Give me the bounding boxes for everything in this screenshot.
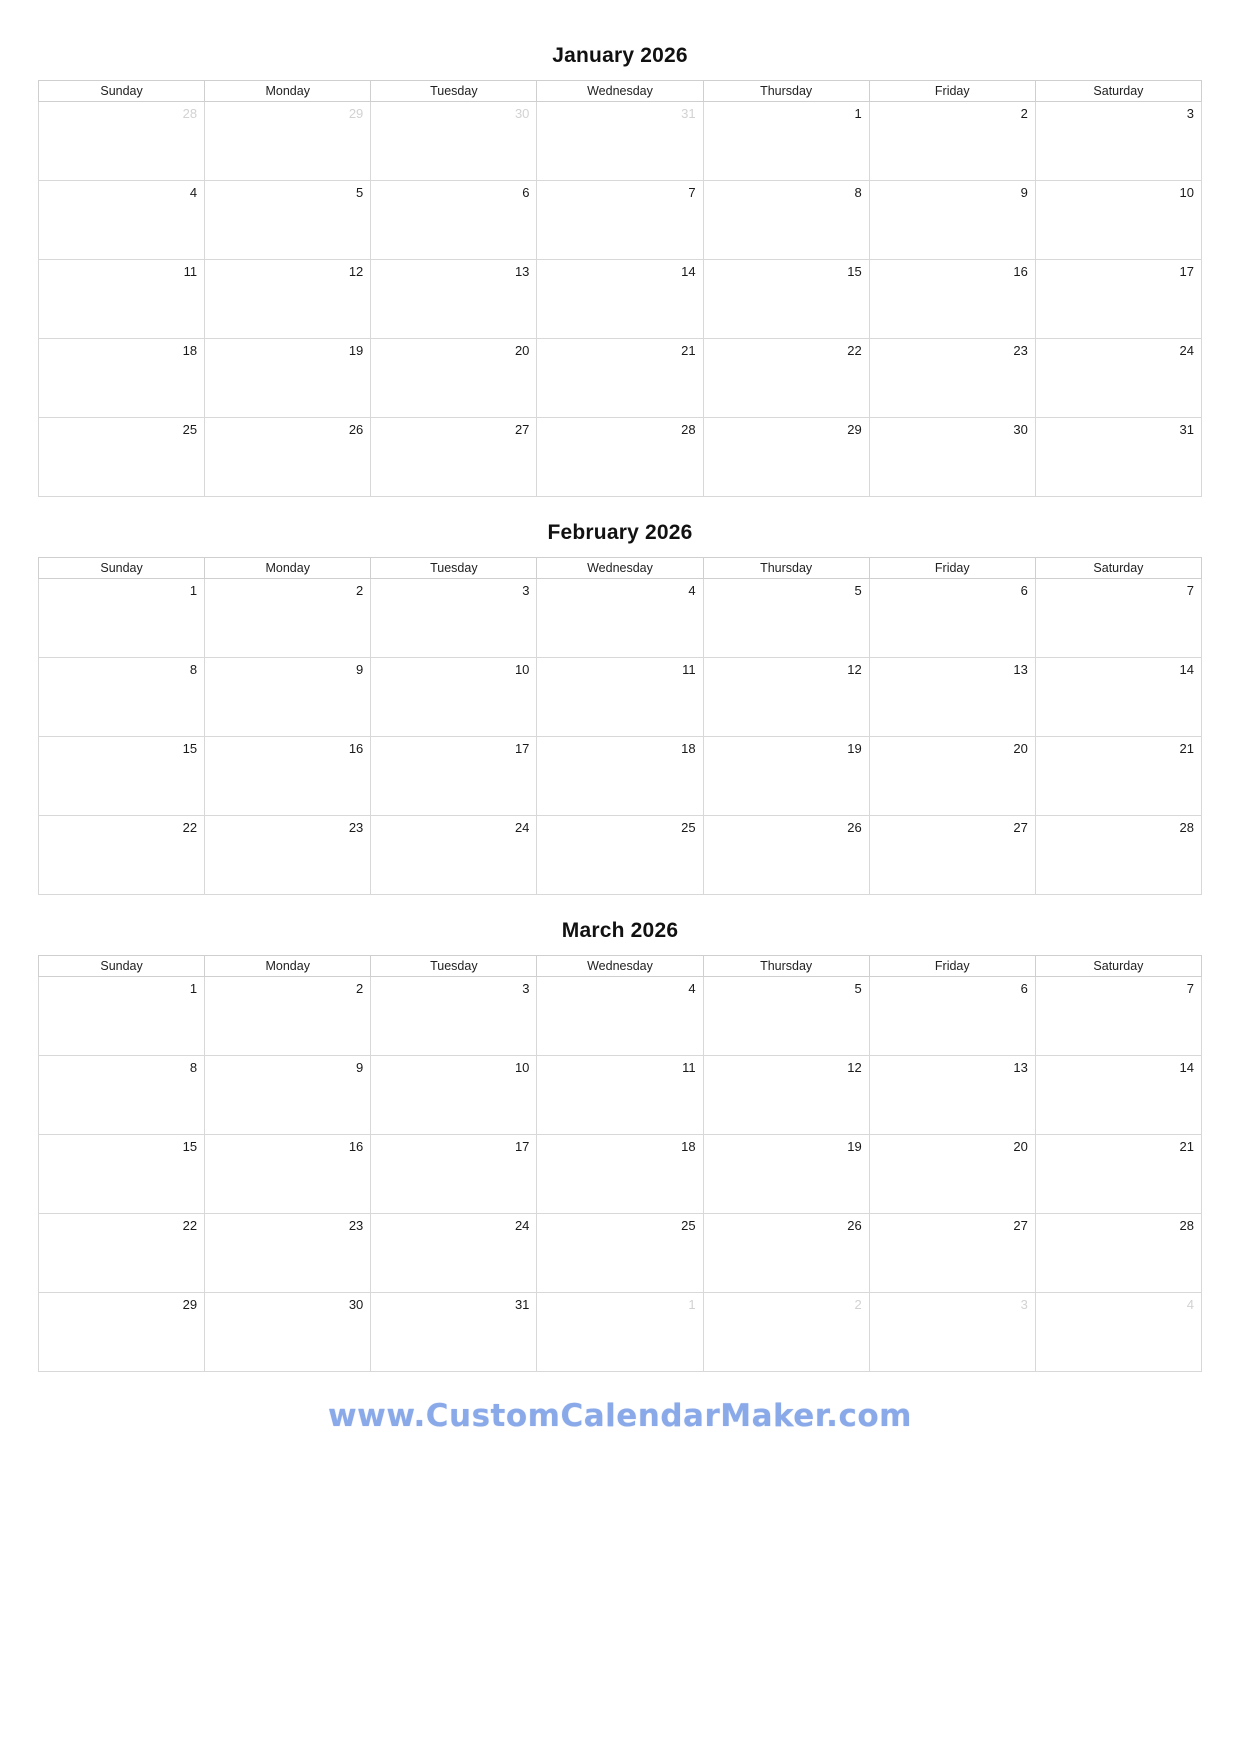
day-cell[interactable]: 24 xyxy=(1035,339,1201,418)
day-cell[interactable]: 12 xyxy=(703,658,869,737)
day-cell[interactable]: 31 xyxy=(1035,418,1201,497)
day-cell[interactable]: 23 xyxy=(869,339,1035,418)
day-cell[interactable]: 25 xyxy=(537,816,703,895)
weekday-header-row xyxy=(39,956,1202,977)
weekday-header-tuesday: Tuesday xyxy=(371,956,537,977)
day-cell[interactable]: 23 xyxy=(205,816,371,895)
week-row xyxy=(39,1056,1202,1135)
day-cell[interactable]: 27 xyxy=(371,418,537,497)
weekday-header-tuesday: Tuesday xyxy=(371,81,537,102)
weekday-header-monday: Monday xyxy=(205,558,371,579)
day-cell[interactable]: 21 xyxy=(1035,1135,1201,1214)
day-cell[interactable]: 29 xyxy=(703,418,869,497)
month-body-february xyxy=(39,579,1202,895)
weekday-header-wednesday: Wednesday xyxy=(537,956,703,977)
day-cell[interactable]: 15 xyxy=(39,737,205,816)
day-cell[interactable]: 11 xyxy=(39,260,205,339)
day-cell[interactable]: 30 xyxy=(371,102,537,181)
day-cell[interactable]: 8 xyxy=(39,658,205,737)
week-row xyxy=(39,181,1202,260)
day-cell[interactable]: 7 xyxy=(1035,579,1201,658)
spacer xyxy=(38,497,1202,507)
day-cell[interactable]: 4 xyxy=(1035,1293,1201,1372)
day-cell[interactable]: 17 xyxy=(1035,260,1201,339)
day-cell[interactable]: 26 xyxy=(703,816,869,895)
day-cell[interactable]: 1 xyxy=(703,102,869,181)
day-cell[interactable]: 1 xyxy=(39,579,205,658)
weekday-header-monday: Monday xyxy=(205,956,371,977)
day-cell[interactable]: 8 xyxy=(703,181,869,260)
week-row xyxy=(39,977,1202,1056)
day-cell[interactable]: 2 xyxy=(869,102,1035,181)
weekday-header-row xyxy=(39,81,1202,102)
day-cell[interactable]: 4 xyxy=(537,977,703,1056)
day-cell[interactable]: 24 xyxy=(371,816,537,895)
day-cell[interactable]: 19 xyxy=(703,737,869,816)
spacer xyxy=(38,895,1202,905)
day-cell[interactable]: 6 xyxy=(869,977,1035,1056)
month-grid-march xyxy=(38,955,1202,1372)
day-cell[interactable]: 20 xyxy=(869,737,1035,816)
day-cell[interactable]: 16 xyxy=(869,260,1035,339)
day-cell[interactable]: 28 xyxy=(537,418,703,497)
day-cell[interactable]: 6 xyxy=(869,579,1035,658)
week-row xyxy=(39,260,1202,339)
day-cell[interactable]: 16 xyxy=(205,1135,371,1214)
weekday-header-sunday: Sunday xyxy=(39,81,205,102)
day-cell[interactable]: 2 xyxy=(205,977,371,1056)
day-cell[interactable]: 13 xyxy=(869,1056,1035,1135)
day-cell[interactable]: 20 xyxy=(371,339,537,418)
day-cell[interactable]: 25 xyxy=(39,418,205,497)
day-cell[interactable]: 30 xyxy=(205,1293,371,1372)
week-row xyxy=(39,1214,1202,1293)
day-cell[interactable]: 3 xyxy=(371,579,537,658)
week-row xyxy=(39,737,1202,816)
month-body-march xyxy=(39,977,1202,1372)
week-row xyxy=(39,418,1202,497)
month-block-march xyxy=(38,905,1202,1372)
day-cell[interactable]: 3 xyxy=(1035,102,1201,181)
day-cell[interactable]: 28 xyxy=(1035,816,1201,895)
day-cell[interactable]: 14 xyxy=(1035,1056,1201,1135)
day-cell[interactable]: 22 xyxy=(39,1214,205,1293)
weekday-header-thursday: Thursday xyxy=(703,81,869,102)
day-cell[interactable]: 9 xyxy=(205,658,371,737)
day-cell[interactable]: 24 xyxy=(371,1214,537,1293)
weekday-header-wednesday: Wednesday xyxy=(537,81,703,102)
weekday-header-thursday: Thursday xyxy=(703,558,869,579)
day-cell[interactable]: 1 xyxy=(39,977,205,1056)
month-title: January 2026 xyxy=(552,44,688,67)
day-cell[interactable]: 19 xyxy=(703,1135,869,1214)
weekday-header-sunday: Sunday xyxy=(39,956,205,977)
footer xyxy=(38,1398,1202,1434)
site-watermark: www.CustomCalendarMaker.com xyxy=(328,1398,912,1434)
week-row xyxy=(39,579,1202,658)
day-cell[interactable]: 17 xyxy=(371,737,537,816)
day-cell[interactable]: 4 xyxy=(39,181,205,260)
weekday-header-friday: Friday xyxy=(869,956,1035,977)
month-grid-february xyxy=(38,557,1202,895)
weekday-header-saturday: Saturday xyxy=(1035,558,1201,579)
day-cell[interactable]: 1 xyxy=(537,1293,703,1372)
day-cell[interactable]: 22 xyxy=(39,816,205,895)
day-cell[interactable]: 29 xyxy=(39,1293,205,1372)
day-cell[interactable]: 15 xyxy=(39,1135,205,1214)
day-cell[interactable]: 9 xyxy=(205,1056,371,1135)
day-cell[interactable]: 11 xyxy=(537,658,703,737)
day-cell[interactable]: 2 xyxy=(703,1293,869,1372)
day-cell[interactable]: 10 xyxy=(371,658,537,737)
month-block-february xyxy=(38,507,1202,895)
weekday-header-friday: Friday xyxy=(869,558,1035,579)
day-cell[interactable]: 3 xyxy=(869,1293,1035,1372)
day-cell[interactable]: 29 xyxy=(205,102,371,181)
day-cell[interactable]: 19 xyxy=(205,339,371,418)
day-cell[interactable]: 6 xyxy=(371,181,537,260)
day-cell[interactable]: 9 xyxy=(869,181,1035,260)
day-cell[interactable]: 3 xyxy=(371,977,537,1056)
day-cell[interactable]: 26 xyxy=(205,418,371,497)
month-block-january xyxy=(38,30,1202,497)
week-row xyxy=(39,658,1202,737)
weekday-header-thursday: Thursday xyxy=(703,956,869,977)
day-cell[interactable]: 22 xyxy=(703,339,869,418)
day-cell[interactable]: 21 xyxy=(537,339,703,418)
weekday-header-sunday: Sunday xyxy=(39,558,205,579)
day-cell[interactable]: 14 xyxy=(537,260,703,339)
day-cell[interactable]: 11 xyxy=(537,1056,703,1135)
month-body-january xyxy=(39,102,1202,497)
week-row xyxy=(39,1135,1202,1214)
day-cell[interactable]: 27 xyxy=(869,1214,1035,1293)
weekday-header-monday: Monday xyxy=(205,81,371,102)
weekday-header-saturday: Saturday xyxy=(1035,81,1201,102)
day-cell[interactable]: 10 xyxy=(1035,181,1201,260)
day-cell[interactable]: 27 xyxy=(869,816,1035,895)
day-cell[interactable]: 13 xyxy=(869,658,1035,737)
weekday-header-saturday: Saturday xyxy=(1035,956,1201,977)
day-cell[interactable]: 31 xyxy=(537,102,703,181)
day-cell[interactable]: 7 xyxy=(1035,977,1201,1056)
day-cell[interactable]: 14 xyxy=(1035,658,1201,737)
day-cell[interactable]: 28 xyxy=(1035,1214,1201,1293)
day-cell[interactable]: 5 xyxy=(703,977,869,1056)
day-cell[interactable]: 31 xyxy=(371,1293,537,1372)
month-grid-january xyxy=(38,80,1202,497)
day-cell[interactable]: 10 xyxy=(371,1056,537,1135)
weekday-header-friday: Friday xyxy=(869,81,1035,102)
month-title: March 2026 xyxy=(561,919,679,942)
weekday-header-wednesday: Wednesday xyxy=(537,558,703,579)
day-cell[interactable]: 25 xyxy=(537,1214,703,1293)
day-cell[interactable]: 5 xyxy=(703,579,869,658)
day-cell[interactable]: 16 xyxy=(205,737,371,816)
day-cell[interactable]: 28 xyxy=(39,102,205,181)
day-cell[interactable]: 23 xyxy=(205,1214,371,1293)
month-title: February 2026 xyxy=(547,521,693,544)
day-cell[interactable]: 8 xyxy=(39,1056,205,1135)
day-cell[interactable]: 2 xyxy=(205,579,371,658)
weekday-header-tuesday: Tuesday xyxy=(371,558,537,579)
weekday-header-row xyxy=(39,558,1202,579)
day-cell[interactable]: 20 xyxy=(869,1135,1035,1214)
day-cell[interactable]: 12 xyxy=(703,1056,869,1135)
day-cell[interactable]: 13 xyxy=(371,260,537,339)
day-cell[interactable]: 7 xyxy=(537,181,703,260)
week-row xyxy=(39,1293,1202,1372)
week-row xyxy=(39,102,1202,181)
week-row xyxy=(39,339,1202,418)
day-cell[interactable]: 17 xyxy=(371,1135,537,1214)
day-cell[interactable]: 4 xyxy=(537,579,703,658)
day-cell[interactable]: 21 xyxy=(1035,737,1201,816)
day-cell[interactable]: 30 xyxy=(869,418,1035,497)
day-cell[interactable]: 18 xyxy=(537,1135,703,1214)
day-cell[interactable]: 15 xyxy=(703,260,869,339)
day-cell[interactable]: 18 xyxy=(39,339,205,418)
week-row xyxy=(39,816,1202,895)
day-cell[interactable]: 18 xyxy=(537,737,703,816)
day-cell[interactable]: 12 xyxy=(205,260,371,339)
day-cell[interactable]: 26 xyxy=(703,1214,869,1293)
day-cell[interactable]: 5 xyxy=(205,181,371,260)
